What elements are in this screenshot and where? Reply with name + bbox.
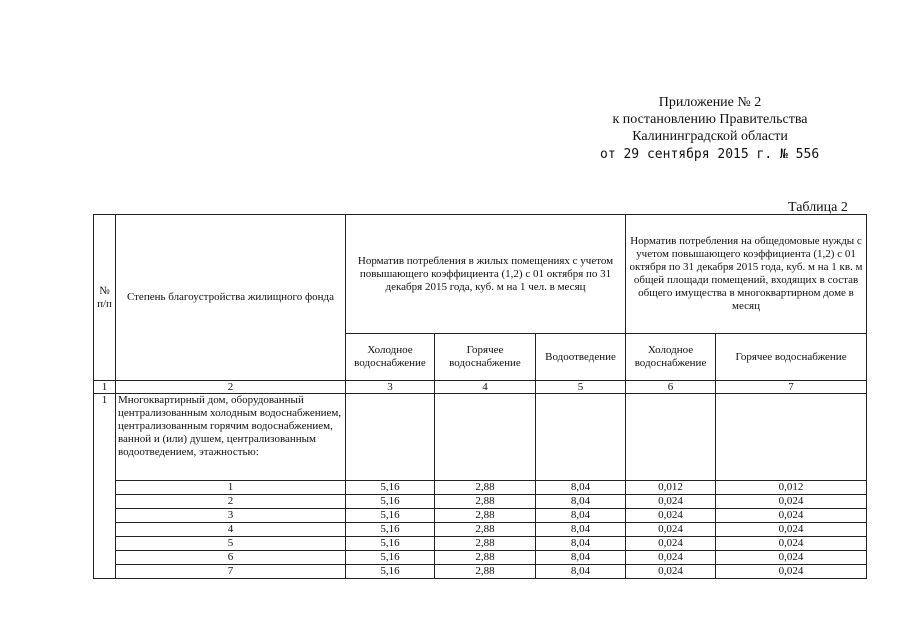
resolution-reference: к постановлению Правительства <box>612 112 808 127</box>
column-number: 2 <box>116 381 346 394</box>
appendix-title: Приложение № 2 <box>658 95 762 110</box>
drainage-cell: 8,04 <box>536 537 626 551</box>
header-common-property-norm: Норматив потребления на общедомовые нужды с учетом повышающего коэффициента (1,2) с 01 октября по 31 декабря 2015 года, куб. м на 1 кв. м общей площади помещений, входящих в состав общего имущества в многоквартирном доме в месяц <box>626 215 867 334</box>
common-cold-water-cell: 0,024 <box>626 551 716 565</box>
common-cold-water-cell: 0,012 <box>626 481 716 495</box>
common-cold-water-cell: 0,024 <box>626 495 716 509</box>
common-hot-water-cell: 0,024 <box>716 565 867 579</box>
cold-water-cell: 5,16 <box>346 495 435 509</box>
floors-cell: 6 <box>116 551 346 565</box>
table-row <box>94 551 867 565</box>
common-cold-water-cell: 0,024 <box>626 565 716 579</box>
consumption-norms-table <box>93 214 867 579</box>
floors-cell: 3 <box>116 509 346 523</box>
common-hot-water-cell: 0,012 <box>716 481 867 495</box>
hot-water-cell: 2,88 <box>435 523 536 537</box>
subheader-common-hot-water: Горячее водоснабжение <box>716 334 867 381</box>
column-number: 1 <box>94 381 116 394</box>
common-hot-water-cell: 0,024 <box>716 509 867 523</box>
common-hot-water-cell: 0,024 <box>716 551 867 565</box>
hot-water-cell: 2,88 <box>435 481 536 495</box>
item-number: 1 <box>94 394 116 579</box>
drainage-cell: 8,04 <box>536 523 626 537</box>
drainage-cell: 8,04 <box>536 551 626 565</box>
subheader-hot-water: Горячее водоснабжение <box>435 334 536 381</box>
region-name: Калининградской области <box>632 129 788 144</box>
cold-water-cell: 5,16 <box>346 551 435 565</box>
cold-water-cell: 5,16 <box>346 509 435 523</box>
subheader-drainage: Водоотведение <box>536 334 626 381</box>
floors-cell: 1 <box>116 481 346 495</box>
table-row <box>94 481 867 495</box>
cold-water-cell: 5,16 <box>346 481 435 495</box>
drainage-cell: 8,04 <box>536 481 626 495</box>
header-number: № п/п <box>94 215 116 381</box>
common-cold-water-cell: 0,024 <box>626 509 716 523</box>
table-caption: Таблица 2 <box>788 200 848 215</box>
column-number-row <box>94 381 867 394</box>
drainage-cell: 8,04 <box>536 509 626 523</box>
common-cold-water-cell: 0,024 <box>626 523 716 537</box>
table-row <box>94 537 867 551</box>
table-row <box>94 565 867 579</box>
table-row <box>94 509 867 523</box>
subheader-common-cold-water: Холодное водоснабжение <box>626 334 716 381</box>
document-header <box>560 94 860 162</box>
header-residential-norm: Норматив потребления в жилых помещениях с учетом повышающего коэффициента (1,2) с 01 октября по 31 декабря 2015 года, куб. м на 1 чел. в месяц <box>346 215 626 334</box>
floors-cell: 4 <box>116 523 346 537</box>
floors-cell: 7 <box>116 565 346 579</box>
hot-water-cell: 2,88 <box>435 537 536 551</box>
common-cold-water-cell: 0,024 <box>626 537 716 551</box>
cold-water-cell: 5,16 <box>346 523 435 537</box>
resolution-date: от 29 сентября 2015 г. № 556 <box>600 147 820 162</box>
drainage-cell: 8,04 <box>536 495 626 509</box>
hot-water-cell: 2,88 <box>435 565 536 579</box>
cold-water-cell: 5,16 <box>346 565 435 579</box>
column-number: 5 <box>536 381 626 394</box>
common-hot-water-cell: 0,024 <box>716 523 867 537</box>
subheader-cold-water: Холодное водоснабжение <box>346 334 435 381</box>
floors-cell: 2 <box>116 495 346 509</box>
cold-water-cell: 5,16 <box>346 537 435 551</box>
floors-cell: 5 <box>116 537 346 551</box>
header-improvement-degree: Степень благоустройства жилищного фонда <box>116 215 346 381</box>
item-description-row <box>94 394 867 481</box>
column-number: 6 <box>626 381 716 394</box>
hot-water-cell: 2,88 <box>435 551 536 565</box>
table-row <box>94 523 867 537</box>
drainage-cell: 8,04 <box>536 565 626 579</box>
common-hot-water-cell: 0,024 <box>716 537 867 551</box>
column-number: 7 <box>716 381 867 394</box>
hot-water-cell: 2,88 <box>435 509 536 523</box>
hot-water-cell: 2,88 <box>435 495 536 509</box>
column-number: 3 <box>346 381 435 394</box>
column-number: 4 <box>435 381 536 394</box>
item-description: Многоквартирный дом, оборудованный централизованным холодным водоснабжением, централизованным горячим водоснабжением, ванной и (или) душем, централизованным водоотведением, этажностью: <box>116 394 346 481</box>
common-hot-water-cell: 0,024 <box>716 495 867 509</box>
table-row <box>94 495 867 509</box>
